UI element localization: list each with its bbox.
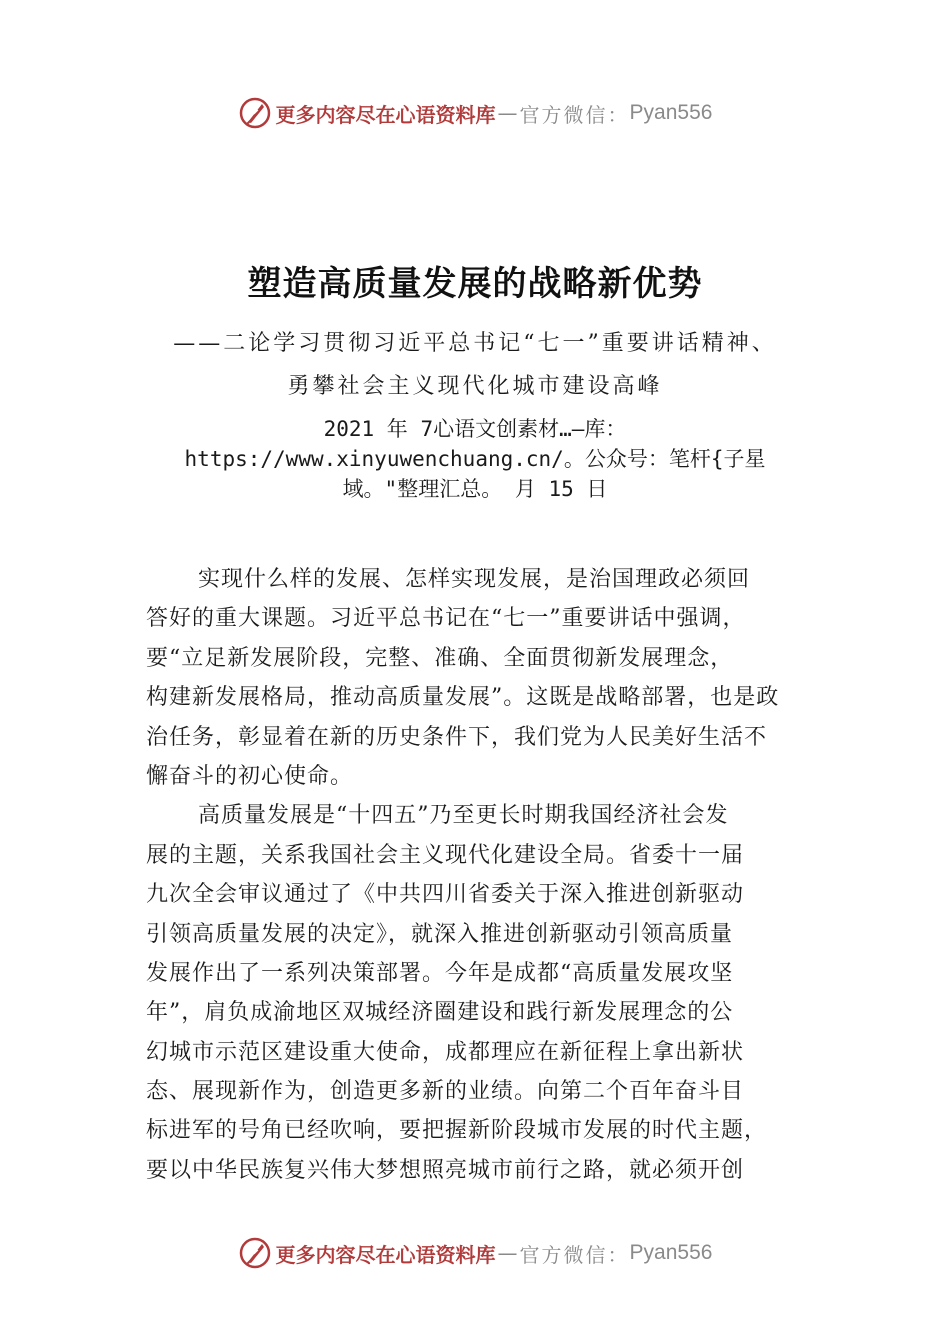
banner-dash: — bbox=[497, 1241, 518, 1265]
body-line: 懈奋斗的初心使命。 bbox=[146, 763, 354, 789]
body-line: 高质量发展是“十四五”乃至更长时期我国经济社会发 bbox=[198, 803, 729, 829]
body-line: 构建新发展格局，推动高质量发展”。这既是战略部署，也是政 bbox=[146, 685, 780, 711]
dateline-line: 2021 年 7心语文创素材…—库： bbox=[323, 417, 627, 441]
body-line: 答好的重大课题。习近平总书记在“七一”重要讲话中强调， bbox=[146, 606, 746, 632]
dateline-line: 域。"整理汇总。 月 15 日 bbox=[342, 477, 608, 501]
body-line: 发展作出了一系列决策部署。今年是成都“高质量发展攻坚 bbox=[146, 960, 734, 986]
banner-wechat-label: 官方微信： bbox=[519, 102, 630, 127]
article-body bbox=[146, 560, 816, 1190]
body-line: 实现什么样的发展、怎样实现发展，是治国理政必须回 bbox=[198, 567, 751, 592]
body-line: 标进军的号角已经吹响，要把握新阶段城市发展的时代主题， bbox=[146, 1118, 768, 1144]
body-line: 要“立足新发展阶段，完整、准确、全面贯彻新发展理念， bbox=[146, 645, 734, 671]
body-line: 展的主题，关系我国社会主义现代化建设全局。省委十一届 bbox=[146, 842, 745, 868]
banner-main-text: 更多内容尽在心语资料库 bbox=[275, 1242, 496, 1267]
footer-banner bbox=[0, 1233, 950, 1273]
body-line: 九次全会审议通过了《中共四川省委关于深入推进创新驱动 bbox=[146, 882, 745, 908]
banner-wechat-id: Pyan556 bbox=[629, 101, 713, 124]
banner-main-text: 更多内容尽在心语资料库 bbox=[275, 102, 496, 127]
header-banner bbox=[0, 93, 950, 133]
body-line: 幻城市示范区建设重大使命，成都理应在新征程上拿出新状 bbox=[146, 1039, 745, 1065]
body-line: 治任务，彰显着在新的历史条件下，我们党为人民美好生活不 bbox=[146, 724, 768, 750]
banner-wechat-label: 官方微信： bbox=[519, 1242, 630, 1267]
body-line: 年”，肩负成渝地区双城经济圈建设和践行新发展理念的公 bbox=[146, 1000, 734, 1026]
quill-logo-icon bbox=[238, 96, 272, 130]
article-subtitle-line1: ——二论学习贯彻习近平总书记“七一”重要讲话精神、 bbox=[173, 331, 777, 356]
body-line: 要以中华民族复兴伟大梦想照亮城市前行之路，就必须开创 bbox=[146, 1157, 745, 1183]
article-subtitle-line2: 勇攀社会主义现代化城市建设高峰 bbox=[287, 374, 663, 399]
banner-wechat-id: Pyan556 bbox=[629, 1241, 713, 1264]
body-line: 引领高质量发展的决定》，就深入推进创新驱动引领高质量 bbox=[146, 921, 734, 947]
article-title: 塑造高质量发展的战略新优势 bbox=[247, 264, 703, 304]
banner-dash: — bbox=[497, 101, 518, 125]
dateline-line: https://www.xinyuwenchuang.cn/。公众号：笔杆{子星 bbox=[184, 447, 766, 471]
quill-logo-icon bbox=[238, 1236, 272, 1270]
article-dateline bbox=[150, 414, 800, 504]
body-line: 态、展现新作为，创造更多新的业绩。向第二个百年奋斗目 bbox=[146, 1079, 745, 1105]
